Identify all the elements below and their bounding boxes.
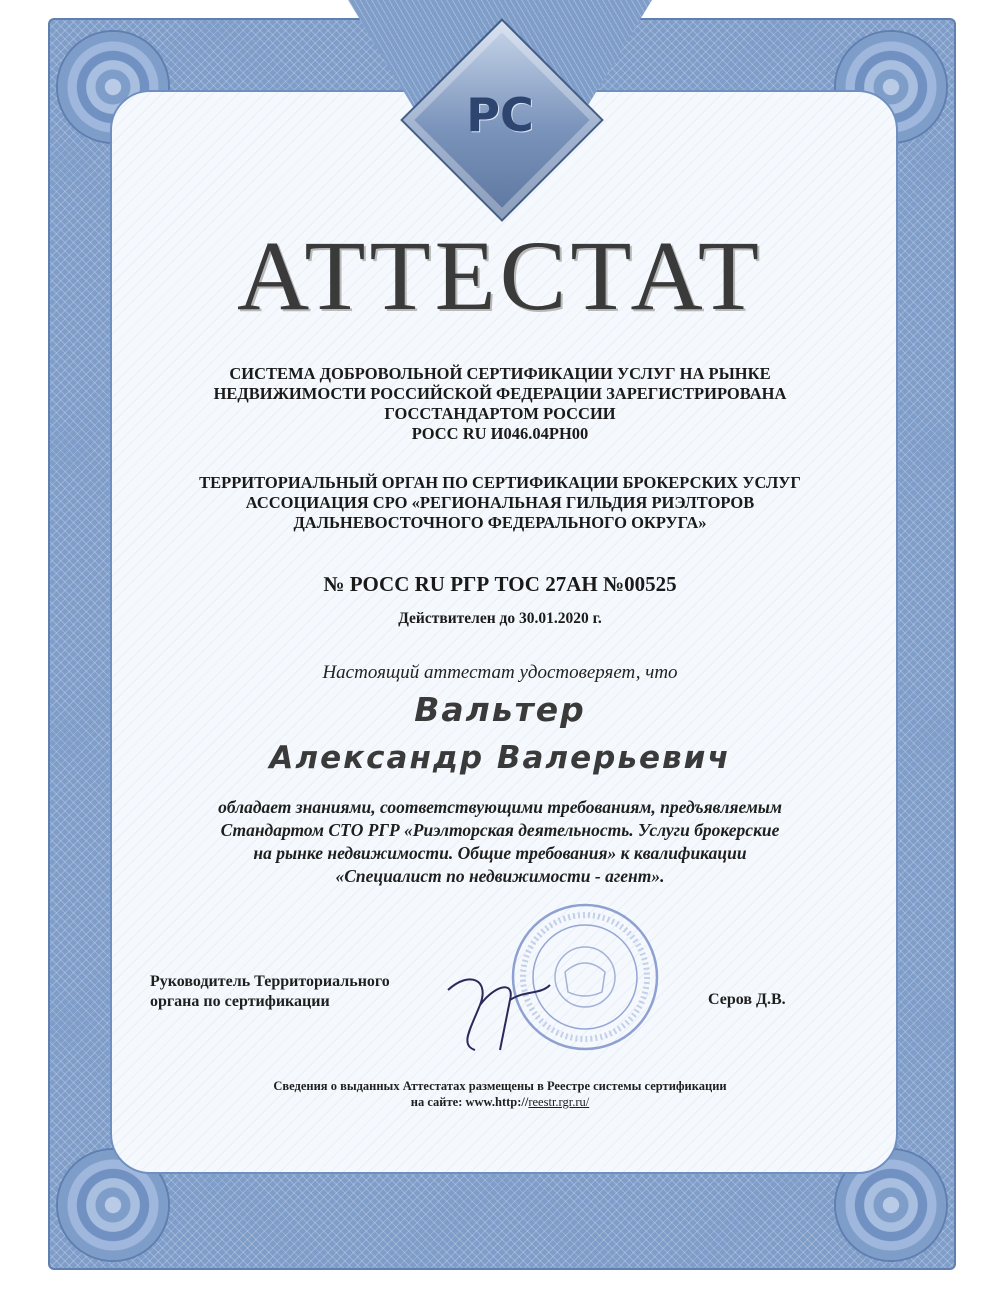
signatory-title-line: органа по сертификации xyxy=(150,993,330,1010)
organ-line: ТЕРРИТОРИАЛЬНЫЙ ОРГАН ПО СЕРТИФИКАЦИИ БРОКЕРСКИХ УСЛУГ xyxy=(199,473,801,492)
system-block xyxy=(120,364,880,444)
registry-link[interactable]: reestr.rgr.ru/ xyxy=(528,1095,590,1109)
description-line: «Специалист по недвижимости - агент». xyxy=(335,866,665,886)
description-line: на рынке недвижимости. Общие требования» к квалификации xyxy=(253,843,747,863)
footer-note xyxy=(150,1078,850,1110)
signatory-title xyxy=(150,972,470,1012)
organ-line: ДАЛЬНЕВОСТОЧНОГО ФЕДЕРАЛЬНОГО ОКРУГА» xyxy=(293,513,707,532)
intro-text: Настоящий аттестат удостоверяет, что xyxy=(322,662,678,683)
system-line: РОСС RU И046.04РН00 xyxy=(411,424,589,443)
signatory-title-line: Руководитель Территориального xyxy=(150,973,390,990)
holder-names: Александр Валерьевич xyxy=(269,740,731,776)
system-line: НЕДВИЖИМОСТИ РОССИЙСКОЙ ФЕДЕРАЦИИ ЗАРЕГИСТРИРОВАНА xyxy=(213,384,787,403)
signatory-name: Серов Д.В. xyxy=(708,991,786,1008)
organ-line: АССОЦИАЦИЯ СРО «РЕГИОНАЛЬНАЯ ГИЛЬДИЯ РИЭЛТОРОВ xyxy=(245,493,755,512)
system-line: СИСТЕМА ДОБРОВОЛЬНОЙ СЕРТИФИКАЦИИ УСЛУГ НА РЫНКЕ xyxy=(229,364,771,383)
holder-surname: Вальтер xyxy=(414,690,586,729)
footer-line2 xyxy=(150,1094,850,1110)
certificate-title: АТТЕСТАТ xyxy=(237,220,763,331)
certificate-number: № РОСС RU РГР ТОС 27АН №00525 xyxy=(323,572,677,596)
emblem-logo: РС xyxy=(466,88,534,142)
system-line: ГОССТАНДАРТОМ РОССИИ xyxy=(384,404,616,423)
qualification-description xyxy=(150,796,850,888)
valid-until: Действителен до 30.01.2020 г. xyxy=(398,610,602,627)
description-line: Стандартом СТО РГР «Риэлторская деятельность. Услуги брокерские xyxy=(220,820,780,840)
description-line: обладает знаниями, соответствующими требованиям, предъявляемым xyxy=(218,797,782,817)
footer-prefix: на сайте: www.http:// xyxy=(410,1095,529,1109)
organ-block xyxy=(120,473,880,533)
footer-line1: Сведения о выданных Аттестатах размещены в Реестре системы сертификации xyxy=(273,1079,727,1093)
